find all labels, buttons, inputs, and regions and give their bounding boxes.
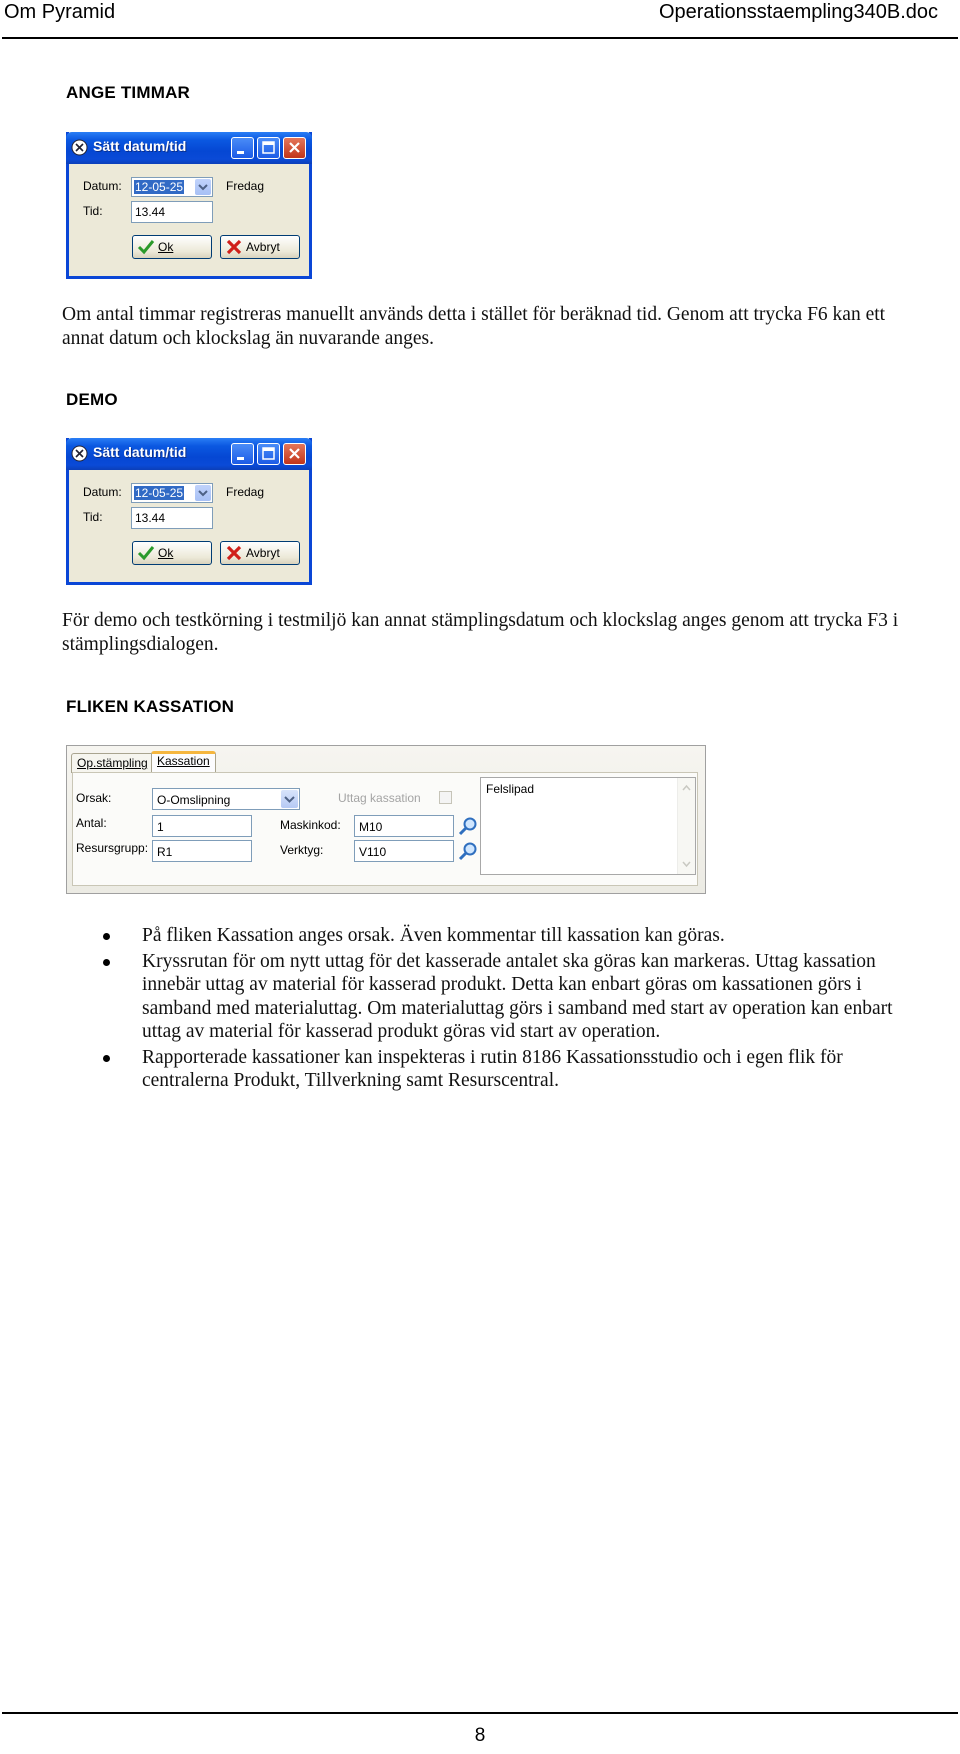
datum-value: 12-05-25 xyxy=(135,180,184,194)
ok-label: Ok xyxy=(158,240,174,254)
cancel-x-icon xyxy=(225,239,243,255)
app-icon xyxy=(71,445,88,462)
header-file-name: Operationsstaempling340B.doc xyxy=(658,1,938,23)
minimize-button[interactable] xyxy=(231,443,254,465)
chevron-down-icon[interactable] xyxy=(195,485,211,501)
datum-value: 12-05-25 xyxy=(135,486,184,500)
resursgrupp-input[interactable]: R1 xyxy=(152,840,252,862)
maskinkod-input[interactable]: M10 xyxy=(354,815,454,837)
comment-text: Felslipad xyxy=(486,782,535,796)
dialog-title-bar xyxy=(66,132,312,164)
bullet-dot xyxy=(103,959,110,966)
maskinkod-label: Maskinkod: xyxy=(280,818,341,832)
heading-fliken-kassation: FLIKEN KASSATION xyxy=(66,697,235,716)
cancel-label: Avbryt xyxy=(246,240,280,254)
uttag-kassation-label: Uttag kassation xyxy=(338,791,421,805)
datum-label: Datum: xyxy=(83,485,122,499)
header-rule xyxy=(2,37,958,39)
maximize-button[interactable] xyxy=(257,137,280,159)
scrollbar[interactable] xyxy=(677,778,695,874)
tab-op-stampling[interactable]: Op.stämpling xyxy=(71,753,154,773)
maximize-button[interactable] xyxy=(257,443,280,465)
verktyg-input[interactable]: V110 xyxy=(354,840,454,862)
header-doc-title: Om Pyramid xyxy=(4,1,116,23)
minimize-button[interactable] xyxy=(231,137,254,159)
list-item: Rapporterade kassationer kan inspekteras i rutin 8186 Kassationsstudio och i egen flik för centralerna Produkt, Tillverkning samt Resurscentral. xyxy=(62,1046,922,1093)
antal-input[interactable]: 1 xyxy=(152,815,252,837)
close-icon xyxy=(284,138,305,158)
cancel-button[interactable] xyxy=(220,235,300,259)
tid-label: Tid: xyxy=(83,510,103,524)
tid-input[interactable]: 13.44 xyxy=(131,507,213,529)
day-label: Fredag xyxy=(226,485,265,499)
chevron-down-icon[interactable] xyxy=(195,179,211,195)
bullet-list xyxy=(62,924,922,1095)
tid-input[interactable]: 13.44 xyxy=(131,201,213,223)
resursgrupp-label: Resursgrupp: xyxy=(76,841,149,855)
cancel-button[interactable] xyxy=(220,541,300,565)
minimize-icon xyxy=(232,444,253,464)
verktyg-label: Verktyg: xyxy=(280,843,324,857)
dialog-title: Sätt datum/tid xyxy=(93,138,187,154)
maximize-icon xyxy=(258,444,279,464)
ok-label: Ok xyxy=(158,546,174,560)
datum-label: Datum: xyxy=(83,179,122,193)
comment-textarea[interactable] xyxy=(480,777,696,875)
uttag-kassation-checkbox[interactable] xyxy=(439,791,452,804)
heading-demo: DEMO xyxy=(66,390,118,409)
paragraph-demo: För demo och testkörning i testmiljö kan annat stämplingsdatum och klockslag anges genom att trycka F3 i stämplingsdialogen. xyxy=(62,610,899,655)
datum-combo[interactable] xyxy=(131,177,213,197)
list-item: På fliken Kassation anges orsak. Även kommentar till kassation kan göras. xyxy=(62,924,922,948)
checkmark-icon xyxy=(137,239,155,255)
cancel-x-icon xyxy=(225,545,243,561)
maximize-icon xyxy=(258,138,279,158)
cancel-label: Avbryt xyxy=(246,546,280,560)
page-number: 8 xyxy=(474,1725,486,1746)
bullet-dot xyxy=(103,1055,110,1062)
tid-label: Tid: xyxy=(83,204,103,218)
close-button[interactable] xyxy=(283,137,306,159)
ok-button[interactable] xyxy=(132,235,212,259)
heading-ange-timmar: ANGE TIMMAR xyxy=(66,83,191,102)
close-icon xyxy=(284,444,305,464)
footer-rule xyxy=(2,1712,958,1714)
list-item: Kryssrutan för om nytt uttag för det kasserade antalet ska göras kan markeras. Uttag kassation innebär uttag av material för kasserad produkt. Detta kan enbart göras om kassationen görs i samband med materialuttag. Om materialuttag görs i samband med start av operation kan enbart uttag av material för kasserad produkt göras vid start av operation. xyxy=(62,950,922,1044)
ok-button[interactable] xyxy=(132,541,212,565)
paragraph-ange-timmar: Om antal timmar registreras manuellt används detta i stället för beräknad tid. Genom att trycka F6 kan ett annat datum och klockslag än nuvarande anges. xyxy=(62,304,886,349)
minimize-icon xyxy=(232,138,253,158)
close-button[interactable] xyxy=(283,443,306,465)
set-date-dialog-demo xyxy=(66,438,312,585)
datum-combo[interactable] xyxy=(131,483,213,503)
bullet-dot xyxy=(103,933,110,940)
dialog-title: Sätt datum/tid xyxy=(93,444,187,460)
chevron-down-icon[interactable] xyxy=(281,790,298,808)
day-label: Fredag xyxy=(226,179,265,193)
search-icon[interactable] xyxy=(457,816,479,836)
search-icon[interactable] xyxy=(457,841,479,861)
checkmark-icon xyxy=(137,545,155,561)
dialog-title-bar xyxy=(66,438,312,470)
orsak-value: O-Omslipning xyxy=(157,793,231,807)
set-date-dialog xyxy=(66,132,312,279)
tab-kassation[interactable]: Kassation xyxy=(151,751,216,773)
orsak-label: Orsak: xyxy=(76,791,112,805)
app-icon xyxy=(71,139,88,156)
antal-label: Antal: xyxy=(76,816,107,830)
orsak-combo[interactable] xyxy=(152,788,300,810)
